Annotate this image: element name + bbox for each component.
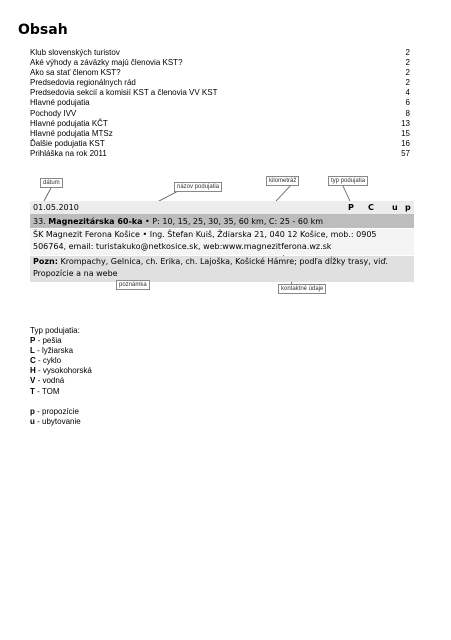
toc-page: 57 <box>401 148 410 158</box>
toc-page: 2 <box>405 48 410 57</box>
toc-row[interactable] <box>30 78 410 88</box>
entry-organizer <box>30 229 414 255</box>
flag-p-lower: p <box>405 203 411 212</box>
toc-row[interactable] <box>30 109 410 119</box>
legend-spacer <box>30 397 92 407</box>
legend-code: P <box>30 336 36 346</box>
toc-row[interactable] <box>30 139 410 149</box>
organizer-line: ŠK Magnezit Ferona Košice • Ing. Štefan Kuiš, Ždiarska 21, 040 12 Košice, mob.: 0905 <box>33 230 377 239</box>
toc-row[interactable] <box>30 119 410 129</box>
toc-label: Hlavné podujatia KČT <box>30 118 108 128</box>
page-title: Obsah <box>18 22 68 38</box>
legend-code: L <box>30 346 35 356</box>
legend-desc: - vysokohorská <box>35 366 92 376</box>
flag-c: C <box>368 203 374 212</box>
entry-note <box>30 256 414 282</box>
legend-item <box>30 417 92 427</box>
legend-desc: - TOM <box>34 386 60 396</box>
toc-page: 15 <box>401 128 410 138</box>
toc-row[interactable] <box>30 88 410 98</box>
event-name: Magnezitárska 60-ka <box>48 217 143 226</box>
toc-row[interactable] <box>30 58 410 68</box>
entry-date: 01.05.2010 <box>33 203 79 212</box>
annotation-note: poznámka <box>116 280 150 290</box>
toc-label: Ako sa stať členom KST? <box>30 68 121 78</box>
toc-page: 16 <box>401 138 410 148</box>
legend-code: V <box>30 376 36 386</box>
toc-page: 13 <box>401 118 410 128</box>
flag-p: P <box>348 203 354 212</box>
annotation-distance: kilometráž <box>266 176 299 186</box>
toc-row[interactable] <box>30 149 410 159</box>
arrow-datum <box>44 186 52 201</box>
toc-label: Hlavné podujatia <box>30 98 90 108</box>
legend-desc: - ubytovanie <box>34 416 81 426</box>
legend-code: T <box>30 386 35 396</box>
toc-label: Pochody IVV <box>30 108 77 118</box>
legend-item <box>30 366 92 376</box>
toc-row[interactable] <box>30 129 410 139</box>
toc-label: Prihláška na rok 2011 <box>30 148 107 158</box>
toc-label: Predsedovia regionálnych rád <box>30 78 136 88</box>
toc-page: 6 <box>405 98 410 108</box>
arrow-typ <box>342 184 350 201</box>
toc-page: 2 <box>405 68 410 78</box>
legend-code: u <box>30 416 35 426</box>
legend-desc: - vodná <box>35 376 65 386</box>
legend-desc: - pešia <box>35 336 62 346</box>
toc-label: Klub slovenských turistov <box>30 48 120 57</box>
toc-page: 4 <box>405 88 410 98</box>
note-label: Pozn: <box>33 257 58 266</box>
legend-desc: - propozície <box>34 406 79 416</box>
event-number: 33. <box>33 217 46 226</box>
entry-event-row <box>30 215 414 228</box>
toc-row[interactable] <box>30 48 410 58</box>
note-text: Krompachy, Gelnica, ch. Erika, ch. Lajoška, Košické Hámre; podľa dĺžky trasy, viď. <box>60 257 388 266</box>
legend-item <box>30 387 92 397</box>
entry-date-row <box>30 201 414 215</box>
annotation-event-name: názov podujatia <box>174 182 222 192</box>
legend-item <box>30 376 92 386</box>
legend-item <box>30 356 92 366</box>
toc-label: Aké výhody a záväzky majú členovia KST? <box>30 58 183 68</box>
legend-code: H <box>30 366 36 376</box>
type-legend <box>30 326 92 427</box>
toc-row[interactable] <box>30 68 410 78</box>
annotation-contact: kontaktné údaje <box>278 284 326 294</box>
toc-label: Ďalšie podujatia KST <box>30 138 105 148</box>
legend-code: p <box>30 406 35 416</box>
legend-item <box>30 336 92 346</box>
legend-heading: Typ podujatia: <box>30 326 80 335</box>
flag-u: u <box>392 203 398 212</box>
toc-page: 2 <box>405 58 410 68</box>
legend-desc: - cyklo <box>35 356 62 366</box>
table-of-contents <box>30 48 410 159</box>
event-details: • P: 10, 15, 25, 30, 35, 60 km, C: 25 - 60 km <box>145 217 324 226</box>
organizer-line: 506764, email: turistakuko@netkosice.sk, web:www.magnezitferona.wz.sk <box>33 242 332 251</box>
note-text: Propozície a na webe <box>33 269 118 278</box>
toc-label: Predsedovia sekcií a komisií KST a členovia VV KST <box>30 88 218 98</box>
toc-row[interactable] <box>30 98 410 108</box>
legend-code: C <box>30 356 36 366</box>
toc-page: 2 <box>405 78 410 88</box>
annotation-date: dátum <box>40 178 63 188</box>
legend-item <box>30 346 92 356</box>
annotation-event-type: typ podujatia <box>328 176 368 186</box>
toc-label: Hlavné podujatia MTSz <box>30 128 113 138</box>
legend-desc: - lyžiarska <box>34 346 74 356</box>
toc-page: 8 <box>405 108 410 118</box>
legend-item <box>30 407 92 417</box>
entry-example-figure <box>30 168 414 298</box>
